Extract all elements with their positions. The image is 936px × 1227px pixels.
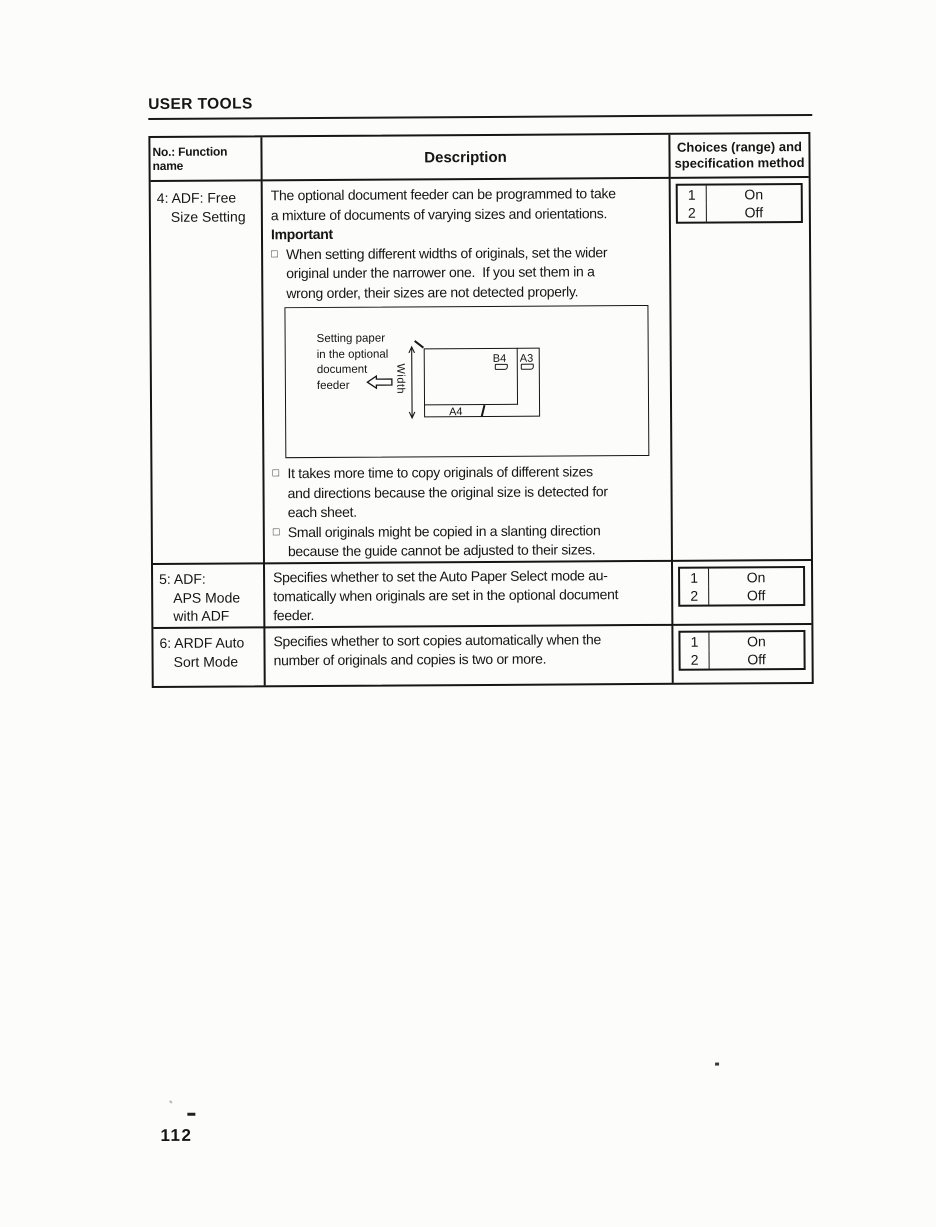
description-line: a mixture of documents of varying sizes and orientations. (271, 203, 669, 225)
column-header-choices (670, 134, 808, 179)
description-line: feeder. (273, 604, 671, 625)
choices-table (678, 630, 805, 671)
choice-label: Off (710, 650, 804, 669)
description-line: Specifies whether to set the Auto Paper Select mode au- (273, 566, 671, 587)
function-name-line: 6: ARDF Auto (159, 633, 260, 652)
choices-cell (673, 625, 811, 683)
note-bullet (271, 242, 669, 303)
function-name-line: 4: ADF: Free (157, 188, 258, 208)
important-label: Important (271, 223, 669, 245)
page-number: 112 (160, 1126, 192, 1146)
function-name-line: Sort Mode (160, 652, 261, 671)
settings-table (148, 132, 813, 688)
description-cell (263, 179, 673, 564)
square-bullet-icon: □ (272, 464, 287, 523)
width-axis-label: Width (390, 363, 410, 394)
bullet-text (288, 521, 601, 562)
choice-number: 2 (678, 204, 707, 222)
scan-artifact-dot (715, 1063, 719, 1066)
header-rule (148, 114, 812, 120)
paper-setting-diagram (284, 305, 649, 458)
paper-icon (521, 364, 534, 370)
square-bullet-icon: □ (271, 245, 286, 304)
note-bullet (272, 462, 670, 523)
choice-number: 1 (680, 569, 709, 587)
choice-label: Off (709, 586, 803, 605)
width-arrow-icon (407, 345, 417, 419)
diagram-caption-line: in the optional (317, 347, 389, 363)
choice-number: 1 (678, 186, 707, 204)
column-header-choices-line1: Choices (range) and (677, 139, 802, 156)
square-bullet-icon: □ (273, 523, 288, 562)
diagram-caption-line: document (317, 363, 389, 379)
function-name-cell (151, 181, 265, 565)
choice-label: On (709, 632, 803, 651)
description-cell (265, 562, 673, 628)
function-name-cell (153, 628, 265, 686)
choice-label: Off (707, 203, 801, 222)
note-bullet (273, 520, 671, 561)
description-line: The optional document feeder can be programmed to take (271, 184, 669, 206)
description-line: Specifies whether to sort copies automatically when the (273, 630, 671, 651)
bullet-line: When setting different widths of originals, set the wider (286, 243, 607, 264)
bullet-text (287, 462, 608, 522)
page-title: USER TOOLS (148, 95, 253, 114)
column-header-description: Description (262, 135, 670, 181)
function-name-line: 5: ADF: (159, 569, 260, 588)
bullet-line: It takes more time to copy originals of different sizes (287, 462, 607, 483)
column-header-function: No.: Function name (150, 137, 262, 182)
choices-cell (673, 561, 811, 626)
bullet-line: and directions because the original size is detected for (288, 482, 608, 503)
scan-artifact-dash (187, 1113, 195, 1116)
choices-table (678, 566, 805, 607)
choices-table (676, 183, 803, 224)
description-line: number of originals and copies is two or more. (274, 649, 672, 670)
bullet-line: because the guide cannot be adjusted to their sizes. (288, 540, 601, 561)
paper-size-label-a4: A4 (449, 403, 463, 423)
choice-label: On (709, 568, 803, 587)
diagram-caption-line: Setting paper (317, 332, 389, 348)
choices-cell (671, 178, 811, 562)
bullet-line: Small originals might be copied in a slanting direction (288, 521, 601, 542)
paper-size-label-a3: A3 (520, 350, 534, 370)
function-name-line: APS Mode (159, 588, 260, 607)
choice-number: 1 (680, 633, 709, 651)
function-name-line: with ADF (159, 606, 260, 625)
description-line: tomatically when originals are set in the optional document (273, 585, 671, 606)
paper-size-label-b4: B4 (493, 350, 507, 370)
paper-icon (495, 364, 508, 370)
bullet-line: wrong order, their sizes are not detected properly. (286, 282, 607, 303)
diagram-caption-line: feeder (317, 378, 389, 394)
function-name-cell (153, 564, 265, 629)
scan-artifact-mark (169, 1100, 173, 1103)
function-name-line: Size Setting (157, 207, 258, 227)
bullet-line: each sheet. (288, 501, 608, 522)
description-cell (265, 626, 673, 685)
bullet-text (286, 243, 608, 303)
bullet-line: original under the narrower one. If you set them in a (286, 262, 607, 283)
choice-number: 2 (681, 651, 710, 669)
choice-number: 2 (680, 587, 709, 605)
column-header-choices-line2: specification method (674, 155, 804, 172)
choice-label: On (707, 185, 801, 204)
